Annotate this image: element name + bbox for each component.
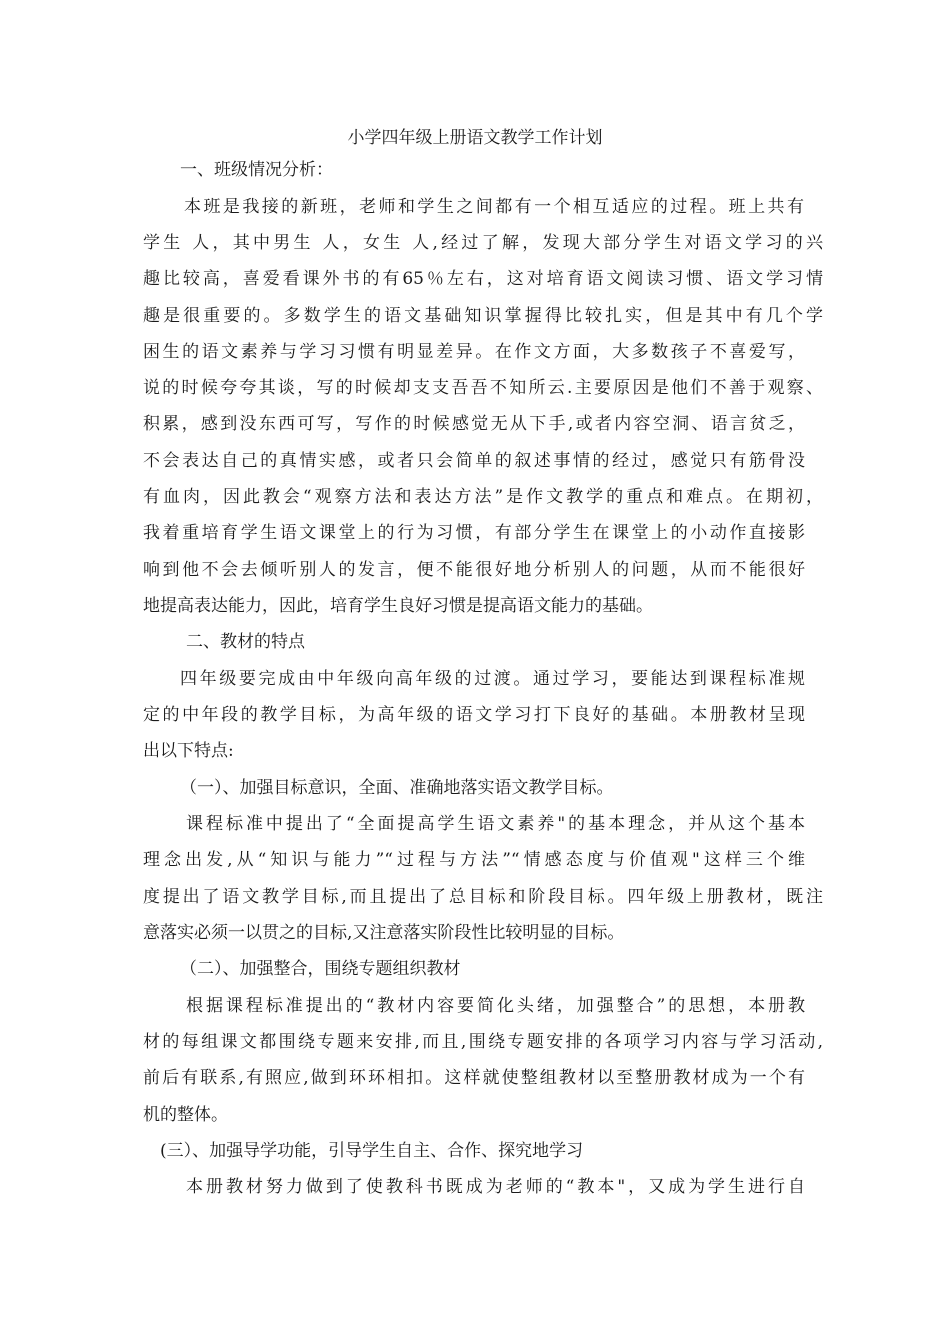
subsection-heading-3: (三）、加强导学功能，引导学生自主、合作、探究地学习: [160, 1141, 584, 1161]
paragraph-line: 度提出了语文教学目标,而且提出了总目标和阶段目标。四年级上册教材，既注: [143, 887, 823, 907]
paragraph-line: 根据课程标准提出的“教材内容要简化头绪，加强整合”的思想，本册教: [186, 996, 805, 1016]
document-title: 小学四年级上册语文教学工作计划: [347, 128, 603, 148]
paragraph-line: 不会表达自己的真情实感，或者只会简单的叙述事情的经过，感觉只有筋骨没: [143, 451, 805, 471]
paragraph-line: 学生 人，其中男生 人，女生 人,经过了解，发现大部分学生对语文学习的兴: [143, 233, 823, 253]
paragraph-line: 我着重培育学生语文课堂上的行为习惯，有部分学生在课堂上的小动作直接影: [143, 523, 805, 543]
paragraph-line: 趣比较高，喜爱看课外书的有65％左右，这对培育语文阅读习惯、语文学习情: [143, 269, 823, 289]
paragraph-line: 四年级要完成由中年级向高年级的过渡。通过学习，要能达到课程标准规: [180, 669, 805, 689]
paragraph-line: 意落实必须一以贯之的目标,又注意落实阶段性比较明显的目标。: [143, 923, 625, 943]
paragraph-line: 定的中年段的教学目标，为高年级的语文学习打下良好的基础。本册教材呈现: [143, 705, 805, 725]
paragraph-line: 出以下特点:: [143, 741, 234, 761]
paragraph-line: 困生的语文素养与学习习惯有明显差异。在作文方面，大多数孩子不喜爱写，: [143, 342, 805, 362]
section-heading-class-analysis: 一、班级情况分析：: [180, 160, 333, 180]
paragraph-line: 说的时候夸夸其谈，写的时候却支支吾吾不知所云.主要原因是他们不善于观察、: [143, 378, 823, 398]
paragraph-line: 地提高表达能力，因此，培育学生良好习惯是提高语文能力的基础。: [143, 596, 653, 616]
paragraph-line: 理念出发,从“知识与能力”“过程与方法”“情感态度与价值观"这样三个维: [143, 850, 805, 870]
subsection-heading-2: （二）、加强整合，围绕专题组织教材: [180, 959, 461, 979]
subsection-heading-1: （一）、加强目标意识，全面、准确地落实语文教学目标。: [180, 778, 614, 798]
paragraph-line: 趣是很重要的。多数学生的语文基础知识掌握得比较扎实，但是其中有几个学: [143, 306, 823, 326]
paragraph-line: 课程标准中提出了“全面提高学生语文素养"的基本理念，并从这个基本: [186, 814, 805, 834]
section-heading-textbook-features: 二、教材的特点: [186, 632, 305, 652]
paragraph-line: 机的整体。: [143, 1105, 228, 1125]
paragraph-line: 本班是我接的新班，老师和学生之间都有一个相互适应的过程。班上共有: [184, 197, 804, 217]
paragraph-line: 响到他不会去倾听别人的发言，便不能很好地分析别人的问题，从而不能很好: [143, 560, 805, 580]
paragraph-line: 前后有联系,有照应,做到环环相扣。这样就使整组教材以至整册教材成为一个有: [143, 1068, 805, 1088]
paragraph-line: 有血肉，因此教会“观察方法和表达方法”是作文教学的重点和难点。在期初，: [143, 487, 823, 507]
paragraph-line: 积累，感到没东西可写，写作的时候感觉无从下手,或者内容空洞、语言贫乏，: [143, 414, 805, 434]
paragraph-line: 本册教材努力做到了使教科书既成为老师的“教本"，又成为学生进行自: [186, 1177, 805, 1197]
paragraph-line: 材的每组课文都围绕专题来安排,而且,围绕专题安排的各项学习内容与学习活动,: [143, 1032, 823, 1052]
